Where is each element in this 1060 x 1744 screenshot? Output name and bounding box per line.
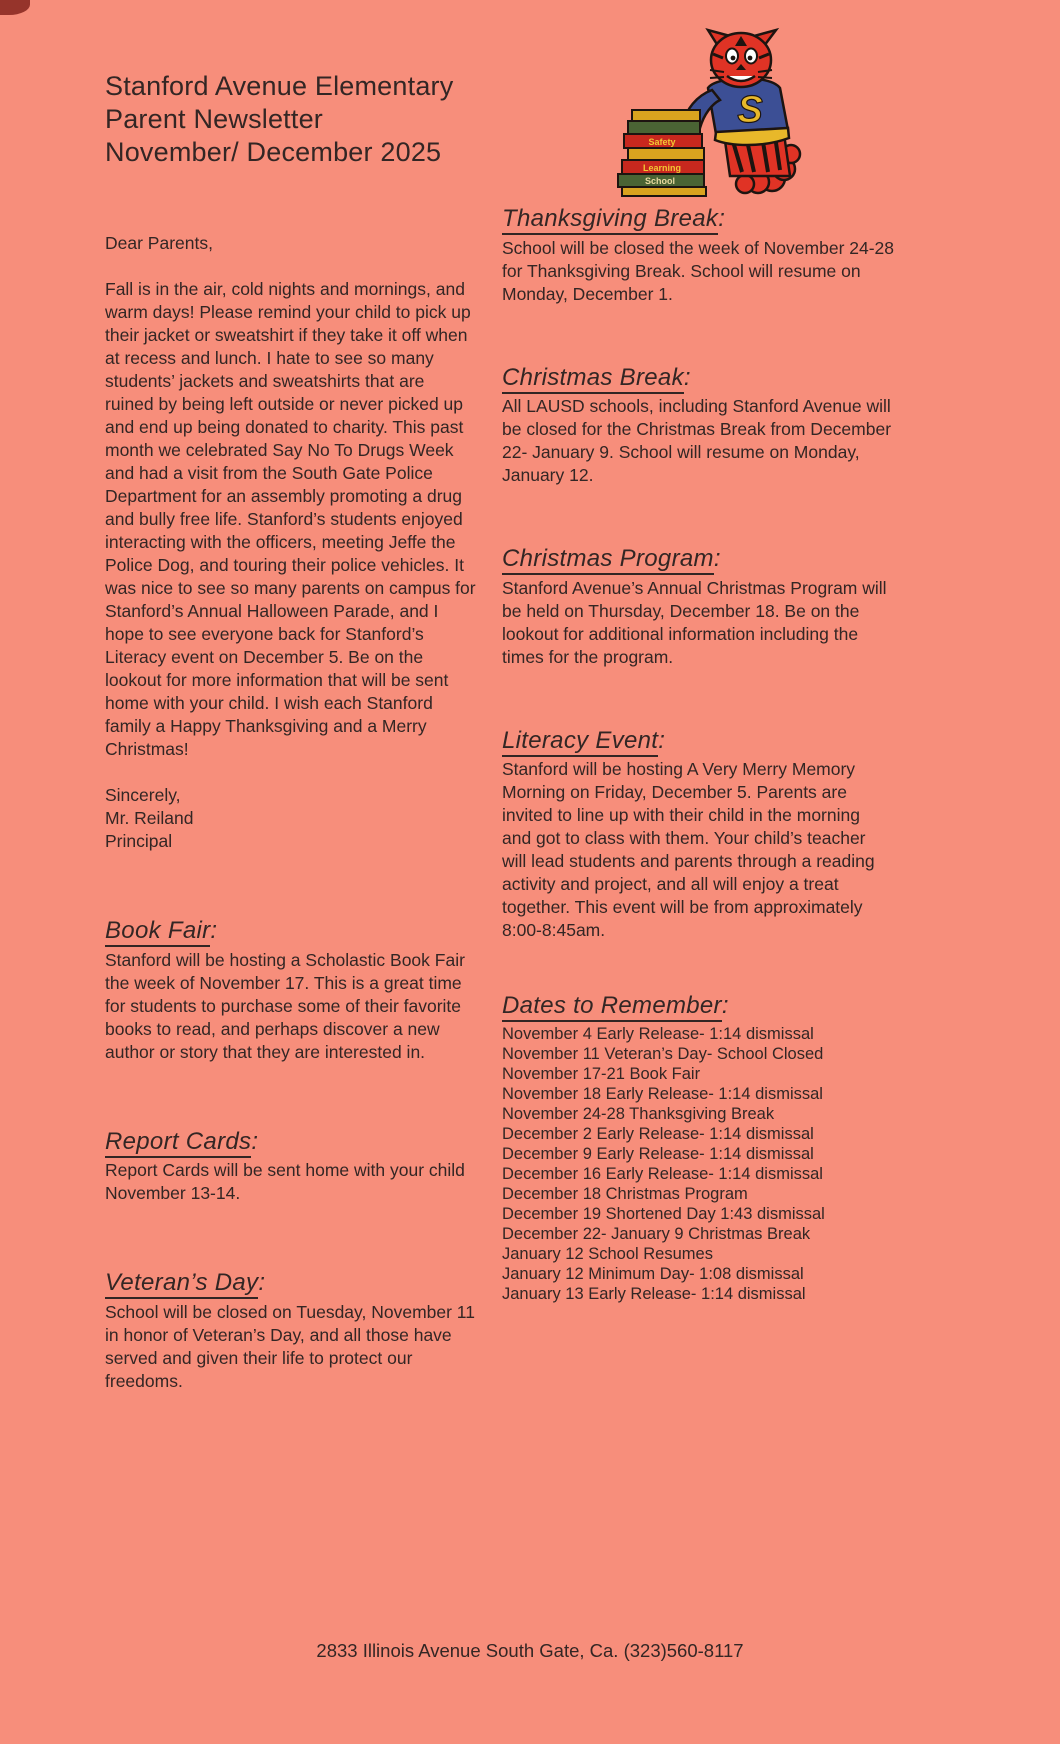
tiger-mascot-icon	[612, 26, 802, 198]
section-body: Stanford will be hosting a Scholastic Book Fair the week of November 17. This is a great time for students to purchase some of their favorite books to read, and perhaps discover a new author or story that they are interested in.	[105, 949, 465, 1062]
date-item: November 4 Early Release- 1:14 dismissal	[502, 1024, 814, 1043]
section-body: Stanford Avenue’s Annual Christmas Program will be held on Thursday, December 18. Be on the lookout for additional information including the times for the program.	[502, 577, 887, 667]
section-dates-to-remember	[502, 992, 894, 1304]
section-body: Stanford will be hosting A Very Merry Memory Morning on Friday, December 5. Parents are invited to line up with their child in the morning and got to class with them. Your child’s teacher will lead students and parents through a reading activity and project, and all will enjoy a treat together. This event will be from approximately 8:00-8:45am.	[502, 759, 875, 941]
intro-paragraph: Fall is in the air, cold nights and mornings, and warm days! Please remind your child to pick up their jacket or sweatshirt if they take it off when at recess and lunch. I hate to see so many students’ jackets and sweatshirts that are ruined by being left outside or never picked up and end up being donated to charity. This past month we celebrated Say No To Drugs Week and had a visit from the South Gate Police Department for an assembly promoting a drug and bully free life. Stanford’s students enjoyed interacting with the officers, meeting Jeffe the Police Dog, and touring their police vehicles. It was nice to see so many parents on campus for Stanford’s Annual Halloween Parade, and I hope to see everyone back for Stanford’s Literacy event on December 5. Be on the lookout for more information that will be sent home with your child. I wish each Stanford family a Happy Thanksgiving and a Merry Christmas!	[105, 279, 476, 759]
section-veterans-day	[105, 1269, 477, 1393]
section-heading: Book Fair:	[105, 917, 477, 945]
sweater-letter: S	[737, 89, 763, 131]
book-label-learning: Learning	[642, 163, 682, 173]
page-title	[105, 70, 525, 170]
date-item: January 12 School Resumes	[502, 1244, 713, 1263]
left-column	[105, 232, 477, 1393]
section-heading: Veteran’s Day:	[105, 1269, 477, 1297]
title-line-3: November/ December 2025	[105, 137, 442, 168]
title-line-1: Stanford Avenue Elementary	[105, 71, 454, 101]
section-heading: Report Cards:	[105, 1128, 477, 1156]
date-item: November 18 Early Release- 1:14 dismissal	[502, 1084, 823, 1103]
section-report-cards	[105, 1128, 477, 1206]
date-item: December 16 Early Release- 1:14 dismissal	[502, 1164, 823, 1183]
section-heading: Dates to Remember:	[502, 992, 894, 1020]
date-item: November 17-21 Book Fair	[502, 1064, 701, 1083]
closing-name: Mr. Reiland	[105, 808, 194, 828]
date-item: January 12 Minimum Day- 1:08 dismissal	[502, 1264, 804, 1283]
date-item: January 13 Early Release- 1:14 dismissal	[502, 1284, 806, 1303]
date-item: December 18 Christmas Program	[502, 1184, 748, 1203]
date-item: December 22- January 9 Christmas Break	[502, 1224, 811, 1243]
section-christmas-program	[502, 545, 894, 669]
title-line-2: Parent Newsletter	[105, 104, 323, 135]
section-christmas-break	[502, 364, 894, 488]
closing-role: Principal	[105, 831, 173, 851]
date-item: December 19 Shortened Day 1:43 dismissal	[502, 1204, 825, 1223]
section-thanksgiving-break	[502, 205, 894, 306]
school-address: 2833 Illinois Avenue South Gate, Ca. (323)560-8117	[316, 1640, 744, 1661]
section-literacy-event	[502, 727, 894, 943]
section-book-fair	[105, 917, 477, 1064]
book-label-school: School	[644, 176, 676, 186]
closing-sincerely: Sincerely,	[105, 785, 181, 805]
date-item: November 11 Veteran’s Day- School Closed	[502, 1044, 824, 1063]
closing-block	[105, 784, 477, 853]
section-body: Report Cards will be sent home with your child November 13-14.	[105, 1160, 465, 1204]
dates-list	[502, 1024, 894, 1304]
section-body: School will be closed on Tuesday, November 11 in honor of Veteran’s Day, and all those have served and given their life to protect our freedoms.	[105, 1301, 475, 1391]
right-column	[502, 205, 894, 1304]
section-body: All LAUSD schools, including Stanford Avenue will be closed for the Christmas Break from December 22- January 9. School will resume on Monday, January 12.	[502, 396, 892, 486]
section-heading: Christmas Break:	[502, 364, 894, 392]
section-heading: Christmas Program:	[502, 545, 894, 573]
scan-artifact	[0, 0, 30, 15]
salutation: Dear Parents,	[105, 233, 213, 253]
book-label-safety: Safety	[648, 137, 676, 147]
date-item: November 24-28 Thanksgiving Break	[502, 1104, 775, 1123]
section-heading: Thanksgiving Break:	[502, 205, 894, 233]
section-heading: Literacy Event:	[502, 727, 894, 755]
date-item: December 2 Early Release- 1:14 dismissal	[502, 1124, 814, 1143]
section-body: School will be closed the week of November 24-28 for Thanksgiving Break. School will resume on Monday, December 1.	[502, 237, 895, 304]
date-item: December 9 Early Release- 1:14 dismissal	[502, 1144, 814, 1163]
